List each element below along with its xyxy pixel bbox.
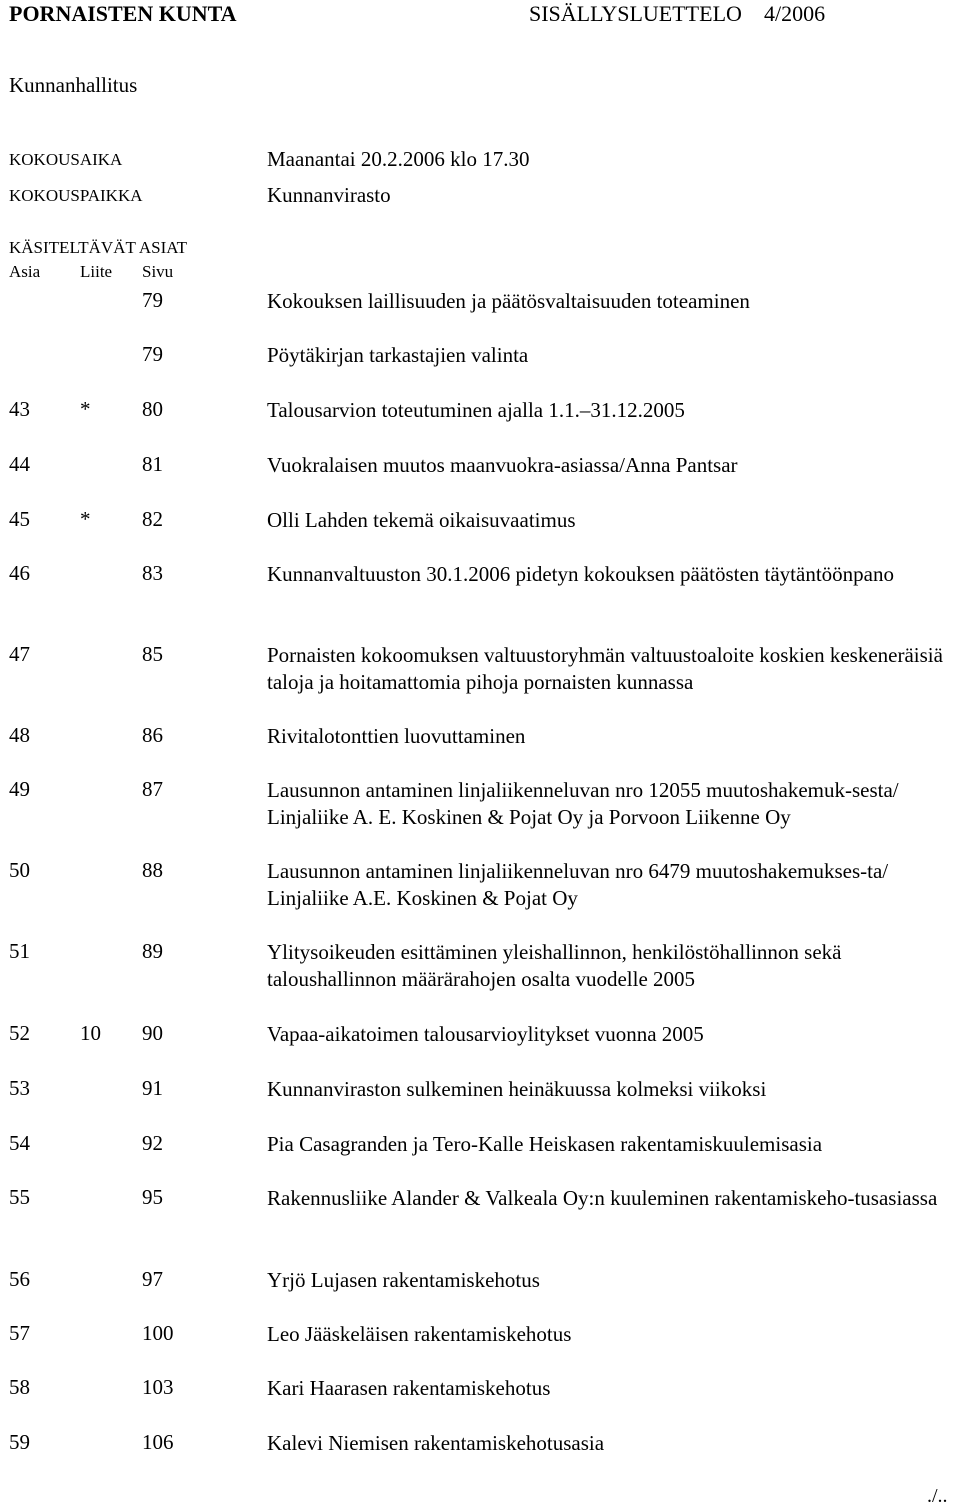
agenda-item-sivu: 85 — [142, 642, 163, 666]
agenda-item-title: Lausunnon antaminen linjaliikenneluvan nro 6479 muutoshakemukses-ta/ Linjaliike A.E. Koskinen & Pojat Oy — [267, 859, 889, 910]
agenda-item-sivu: 103 — [142, 1375, 174, 1399]
agenda-item-title: Vapaa-aikatoimen talousarvioylitykset vuonna 2005 — [267, 1022, 704, 1046]
agenda-item-sivu: 81 — [142, 452, 163, 476]
continuation-mark: ./.. — [927, 1485, 948, 1507]
agenda-item-sivu: 86 — [142, 723, 163, 747]
agenda-item-title: Ylitysoikeuden esittäminen yleishallinnon, henkilöstöhallinnon sekä taloushallinnon määrärahojen osalta vuodelle 2005 — [267, 940, 842, 991]
agenda-item-title: Leo Jääskeläisen rakentamiskehotus — [267, 1322, 572, 1346]
agenda-item-asia: 48 — [9, 723, 30, 747]
agenda-item-sivu: 95 — [142, 1185, 163, 1209]
agenda-item-asia: 49 — [9, 777, 30, 801]
body-name: Kunnanhallitus — [9, 73, 138, 97]
agenda-item-asia: 47 — [9, 642, 30, 666]
agenda-item-title: Lausunnon antaminen linjaliikenneluvan nro 12055 muutoshakemuk-sesta/ Linjaliike A. E. Koskinen & Pojat Oy ja Porvoon Liikenne Oy — [267, 778, 899, 829]
agenda-item-sivu: 100 — [142, 1321, 174, 1345]
agenda-item-sivu: 80 — [142, 397, 163, 421]
agenda-item-title: Vuokralaisen muutos maanvuokra-asiassa/Anna Pantsar — [267, 453, 738, 477]
agenda-item-sivu: 79 — [142, 342, 163, 366]
agenda-section-title: KÄSITELTÄVÄT ASIAT — [9, 238, 188, 257]
agenda-item-asia: 45 — [9, 507, 30, 531]
agenda-item-title: Rakennusliike Alander & Valkeala Oy:n kuuleminen rakentamiskeho-tusasiassa — [267, 1186, 938, 1210]
column-header-sivu: Sivu — [142, 262, 174, 281]
agenda-item-liite: 10 — [80, 1021, 101, 1045]
agenda-item-title: Kunnanviraston sulkeminen heinäkuussa kolmeksi viikoksi — [267, 1077, 767, 1101]
agenda-item-asia: 50 — [9, 858, 30, 882]
document-title: SISÄLLYSLUETTELO — [529, 1, 742, 26]
agenda-item-liite: * — [80, 397, 91, 421]
agenda-item-sivu: 97 — [142, 1267, 163, 1291]
agenda-item-title: Pornaisten kokoomuksen valtuustoryhmän valtuustoaloite koskien keskeneräisiä taloja ja hoitamattomia pihoja pornaisten kunnassa — [267, 643, 943, 694]
agenda-item-sivu: 91 — [142, 1076, 163, 1100]
agenda-item-sivu: 88 — [142, 858, 163, 882]
agenda-item-asia: 46 — [9, 561, 30, 585]
agenda-item-sivu: 83 — [142, 561, 163, 585]
agenda-item-title: Kalevi Niemisen rakentamiskehotusasia — [267, 1431, 605, 1455]
agenda-item-asia: 54 — [9, 1131, 30, 1155]
agenda-item-title: Olli Lahden tekemä oikaisuvaatimus — [267, 508, 576, 532]
agenda-item-sivu: 82 — [142, 507, 163, 531]
agenda-item-title: Kokouksen laillisuuden ja päätösvaltaisuuden toteaminen — [267, 289, 750, 313]
agenda-item-title: Talousarvion toteutuminen ajalla 1.1.–31.12.2005 — [267, 398, 685, 422]
agenda-item-liite: * — [80, 507, 91, 531]
agenda-item-asia: 44 — [9, 452, 30, 476]
agenda-item-title: Pia Casagranden ja Tero-Kalle Heiskasen rakentamiskuulemisasia — [267, 1132, 823, 1156]
agenda-item-title: Pöytäkirjan tarkastajien valinta — [267, 343, 529, 367]
meeting-place-label: KOKOUSPAIKKA — [9, 186, 143, 205]
agenda-item-asia: 58 — [9, 1375, 30, 1399]
meeting-place-value: Kunnanvirasto — [267, 183, 391, 207]
agenda-item-title: Rivitalotonttien luovuttaminen — [267, 724, 526, 748]
agenda-item-asia: 43 — [9, 397, 30, 421]
agenda-item-asia: 59 — [9, 1430, 30, 1454]
agenda-item-title: Yrjö Lujasen rakentamiskehotus — [267, 1268, 540, 1292]
meeting-time-value: Maanantai 20.2.2006 klo 17.30 — [267, 147, 530, 171]
column-header-asia: Asia — [9, 262, 41, 281]
agenda-item-asia: 57 — [9, 1321, 30, 1345]
agenda-item-sivu: 79 — [142, 288, 163, 312]
agenda-item-asia: 56 — [9, 1267, 30, 1291]
agenda-item-title: Kunnanvaltuuston 30.1.2006 pidetyn kokouksen päätösten täytäntöönpano — [267, 562, 894, 586]
agenda-item-sivu: 87 — [142, 777, 163, 801]
agenda-item-sivu: 90 — [142, 1021, 163, 1045]
agenda-item-asia: 51 — [9, 939, 30, 963]
column-header-liite: Liite — [80, 262, 113, 281]
agenda-item-sivu: 89 — [142, 939, 163, 963]
agenda-item-sivu: 106 — [142, 1430, 174, 1454]
agenda-item-sivu: 92 — [142, 1131, 163, 1155]
agenda-item-asia: 55 — [9, 1185, 30, 1209]
agenda-item-title: Kari Haarasen rakentamiskehotus — [267, 1376, 551, 1400]
municipality-name: PORNAISTEN KUNTA — [9, 1, 237, 26]
document-number: 4/2006 — [764, 1, 826, 26]
agenda-item-asia: 52 — [9, 1021, 30, 1045]
agenda-item-asia: 53 — [9, 1076, 30, 1100]
meeting-time-label: KOKOUSAIKA — [9, 150, 123, 169]
